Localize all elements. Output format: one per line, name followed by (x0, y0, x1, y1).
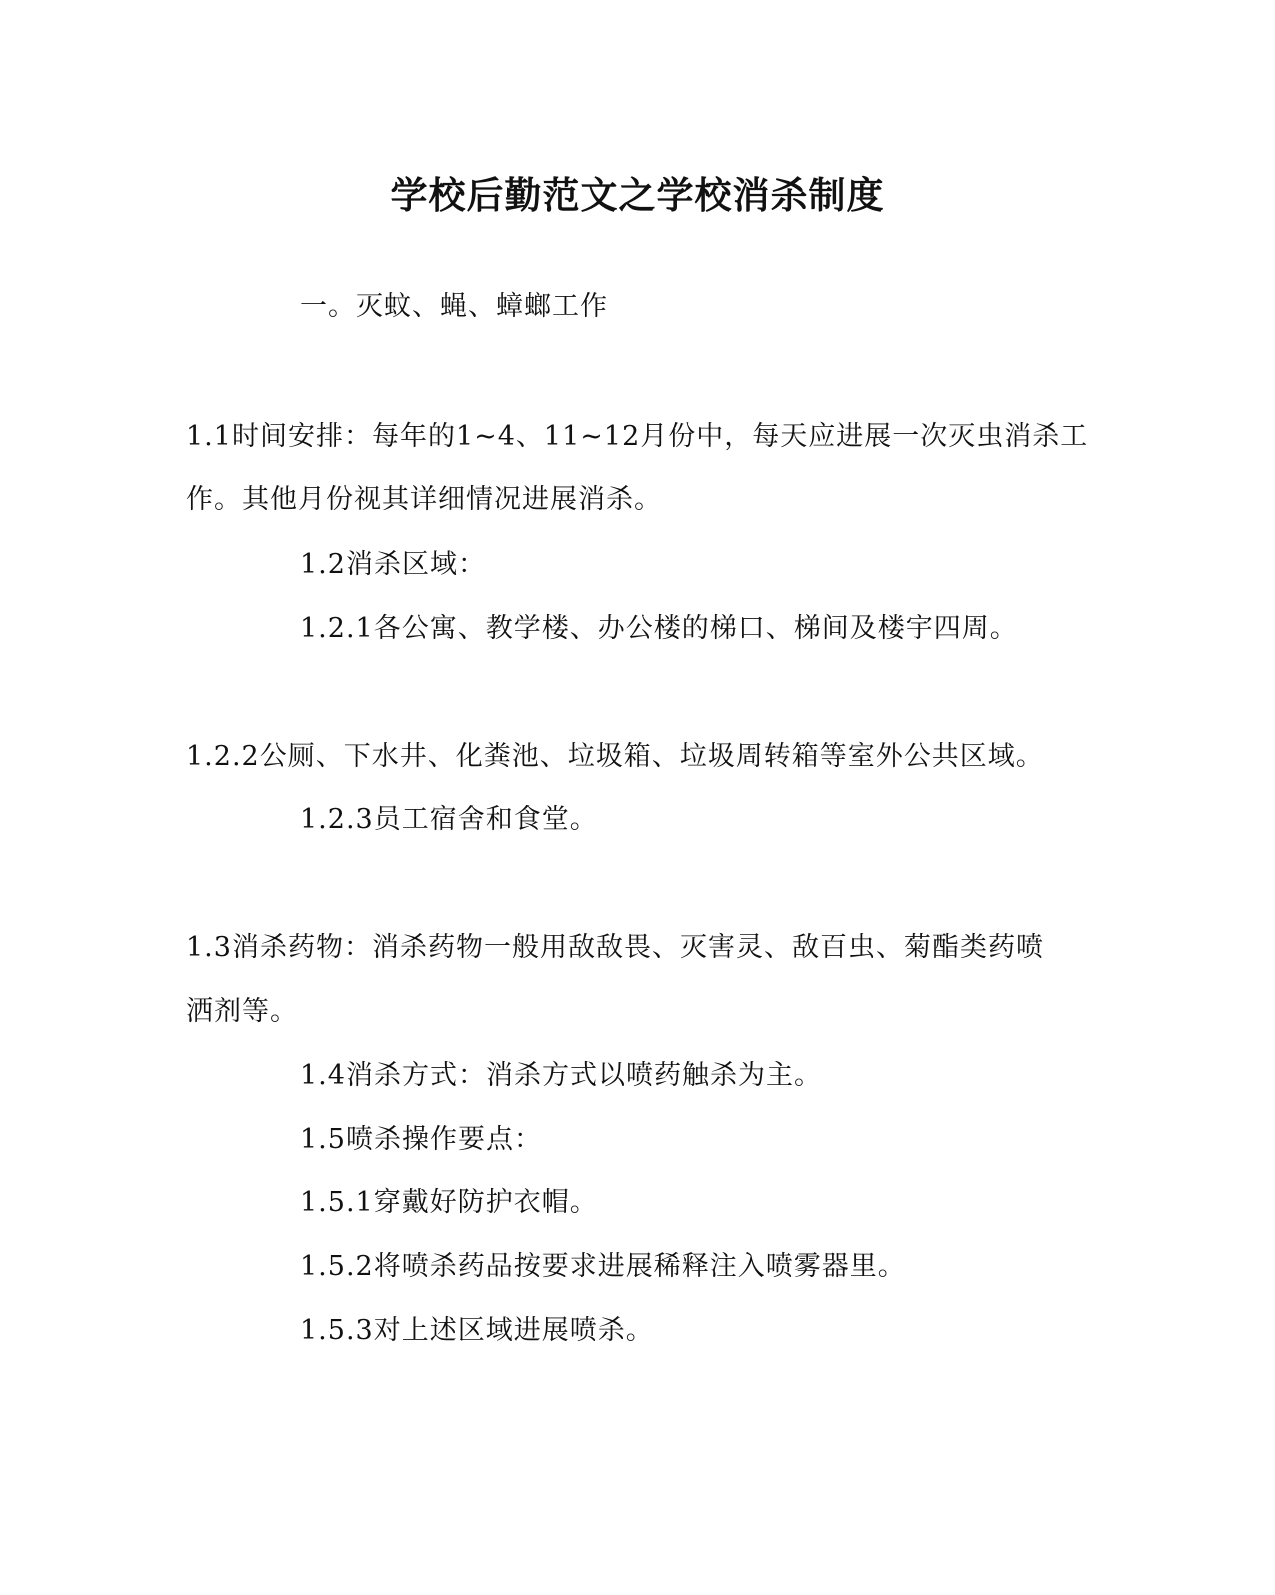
paragraph-line: 1.3消杀药物：消杀药物一般用敌敌畏、灭害灵、敌百虫、菊酯类药喷 (186, 932, 1044, 963)
paragraph-line: 1.4消杀方式：消杀方式以喷药触杀为主。 (300, 1060, 822, 1091)
paragraph-line: 1.5.1穿戴好防护衣帽。 (300, 1187, 598, 1218)
paragraph-line: 1.5.2将喷杀药品按要求进展稀释注入喷雾器里。 (300, 1251, 906, 1282)
paragraph-line: 1.2消杀区域： (300, 549, 486, 580)
paragraph-line: 1.2.3员工宿舍和食堂。 (300, 804, 598, 835)
paragraph-line: 1.1时间安排：每年的1~4、11~12月份中，每天应进展一次灭虫消杀工 (186, 421, 1089, 452)
paragraph-line: 1.2.1各公寓、教学楼、办公楼的梯口、梯间及楼宇四周。 (300, 613, 1018, 644)
paragraph-line: 1.5喷杀操作要点： (300, 1124, 542, 1155)
paragraph-line: 1.5.3对上述区域进展喷杀。 (300, 1315, 654, 1346)
paragraph-line: 作。其他月份视其详细情况进展消杀。 (186, 484, 662, 515)
section-heading-1: 一。灭蚊、蝇、蟑螂工作 (300, 291, 608, 322)
paragraph-line: 洒剂等。 (186, 996, 298, 1027)
document-title: 学校后勤范文之学校消杀制度 (390, 174, 885, 217)
paragraph-line: 1.2.2公厕、下水井、化粪池、垃圾箱、垃圾周转箱等室外公共区域。 (186, 741, 1044, 772)
